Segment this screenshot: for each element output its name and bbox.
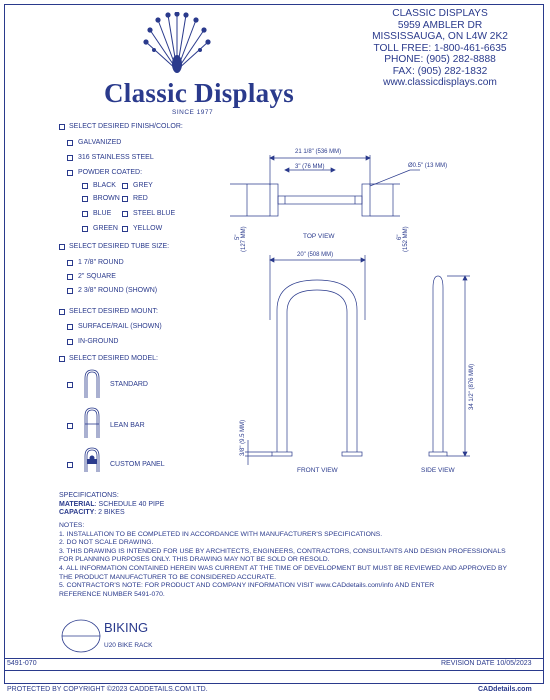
note-line: 5. CONTRACTOR'S NOTE: FOR PRODUCT AND COMPANY INFORMATION VISIT www.CADdetails.com/info AND ENTER [59, 582, 435, 590]
notes [59, 522, 507, 599]
model-custom-panel-checkbox[interactable] [67, 462, 73, 468]
company-line: 5959 AMBLER DR [397, 19, 483, 31]
lean-bar-rack-icon [85, 408, 99, 438]
peacock-logo-icon [142, 12, 212, 76]
note-line: 3. THIS DRAWING IS INTENDED FOR USE BY ARCHITECTS, ENGINEERS, CONTRACTORS, CONSULTANTS AND DESIGN PROFESSIONALS [59, 547, 506, 555]
model-thumbnails [80, 366, 104, 476]
dim-front-width: 20" (508 MM) [297, 252, 334, 258]
color-label: BLUE [93, 210, 112, 217]
logo-since: SINCE 1977 [172, 109, 214, 116]
color-yellow-checkbox[interactable] [122, 226, 128, 232]
dim-top-inner: 3" (76 MM) [295, 164, 325, 170]
color-black-checkbox[interactable] [82, 183, 88, 189]
side-view-label: SIDE VIEW [421, 467, 455, 474]
finish-stainless-checkbox[interactable] [67, 155, 73, 161]
tube-round-178-checkbox[interactable] [67, 260, 73, 266]
mount-heading-checkbox[interactable] [59, 309, 65, 315]
company-line: TOLL FREE: 1-800-461-6635 [373, 42, 507, 54]
dim-height: 34 1/2" (876 MM) [469, 363, 475, 410]
technical-drawing [225, 140, 525, 480]
color-red-checkbox[interactable] [122, 196, 128, 202]
notes-title: NOTES: [59, 522, 85, 529]
custom-panel-emblem-icon [90, 456, 95, 461]
model-heading-checkbox[interactable] [59, 356, 65, 362]
specifications [59, 492, 164, 518]
tube-option-label: 2" SQUARE [78, 273, 116, 280]
model-option-label: STANDARD [110, 381, 148, 388]
color-brown-checkbox[interactable] [82, 196, 88, 202]
logo-text: Classic Displays [104, 78, 295, 108]
standard-rack-icon [85, 370, 99, 398]
color-steel-blue-checkbox[interactable] [122, 211, 128, 217]
tube-square-2-checkbox[interactable] [67, 274, 73, 280]
note-line: THE PRODUCT MANUFACTURER TO BE CONSIDERED ACCURATE. [59, 573, 277, 581]
color-green-checkbox[interactable] [82, 226, 88, 232]
copyright: PROTECTED BY COPYRIGHT ©2023 CADDETAILS.COM LTD. [7, 686, 208, 693]
caddetails-link[interactable]: CADdetails.com [478, 686, 532, 693]
color-label: GREY [133, 182, 153, 189]
note-line: FOR PLANNING PURPOSES ONLY. THIS DRAWING MAY NOT BE SOLD OR RESOLD. [59, 556, 330, 564]
dim-top-left-mm: (127 MM) [241, 226, 247, 252]
model-option-label: LEAN BAR [110, 422, 145, 429]
title-block-subtitle: U20 BIKE RACK [104, 642, 153, 649]
tube-heading-checkbox[interactable] [59, 244, 65, 250]
tube-option-label: 2 3/8" ROUND (SHOWN) [78, 287, 158, 294]
tube-heading: SELECT DESIRED TUBE SIZE: [69, 243, 170, 250]
note-line: 2. DO NOT SCALE DRAWING. [59, 539, 154, 547]
color-label: STEEL BLUE [133, 210, 176, 217]
title-circle-icon [60, 617, 102, 655]
dim-top-width: 21 1/8" (536 MM) [295, 149, 342, 155]
dim-top-right: 6" [397, 234, 403, 240]
finish-galvanized-checkbox[interactable] [67, 140, 73, 146]
dim-diameter: Ø0.5" (13 MM) [408, 163, 448, 169]
company-line: FAX: (905) 282-1832 [392, 65, 488, 77]
model-standard-checkbox[interactable] [67, 382, 73, 388]
reference-number: 5491-070 [7, 660, 37, 667]
note-line: REFERENCE NUMBER 5491-070. [59, 590, 165, 598]
finish-option-label: POWDER COATED: [78, 169, 143, 176]
company-line: MISSISSAUGA, ON L4W 2K2 [372, 31, 508, 42]
mount-option-label: SURFACE/RAIL (SHOWN) [78, 323, 162, 330]
front-view-label: FRONT VIEW [297, 467, 338, 474]
dim-top-left: 5" [235, 234, 241, 240]
divider [4, 658, 544, 659]
mount-heading: SELECT DESIRED MOUNT: [69, 308, 158, 315]
color-label: BROWN [93, 195, 120, 202]
tube-option-label: 1 7/8" ROUND [78, 259, 124, 266]
note-line: 1. INSTALLATION TO BE COMPLETED IN ACCORDANCE WITH MANUFACTURER'S SPECIFICATIONS. [59, 530, 383, 538]
note-line: 4. ALL INFORMATION CONTAINED HEREIN WAS CURRENT AT THE TIME OF DEVELOPMENT BUT MUST BE REVIEWED AND APPROVED BY [59, 564, 508, 572]
specs-title: SPECIFICATIONS: [59, 492, 119, 499]
color-label: GREEN [93, 225, 118, 232]
finish-powder-checkbox[interactable] [67, 170, 73, 176]
capacity-value: : 2 BIKES [94, 509, 125, 516]
company-line: PHONE: (905) 282-8888 [384, 54, 496, 65]
dim-top-right-mm: (152 MM) [403, 226, 409, 252]
finish-heading: SELECT DESIRED FINISH/COLOR: [69, 123, 183, 130]
revision-date: REVISION DATE 10/05/2023 [441, 660, 532, 667]
color-label: BLACK [93, 182, 116, 189]
model-lean-bar-checkbox[interactable] [67, 423, 73, 429]
model-option-label: CUSTOM PANEL [110, 461, 165, 468]
company-info [360, 8, 520, 89]
finish-option-label: GALVANIZED [78, 139, 122, 146]
color-label: RED [133, 195, 148, 202]
finish-heading-checkbox[interactable] [59, 124, 65, 130]
mount-surface-checkbox[interactable] [67, 324, 73, 330]
divider [4, 670, 544, 671]
company-line: www.classicdisplays.com [383, 77, 497, 88]
material-label: MATERIAL [59, 500, 95, 508]
color-grey-checkbox[interactable] [122, 183, 128, 189]
title-block-title: BIKING [104, 620, 149, 635]
material-value: : SCHEDULE 40 PIPE [94, 500, 165, 508]
mount-option-label: IN-GROUND [78, 338, 119, 345]
company-line: CLASSIC DISPLAYS [392, 8, 488, 19]
dim-plate: 3/8" (9.5 MM) [240, 419, 246, 456]
color-blue-checkbox[interactable] [82, 211, 88, 217]
finish-option-label: 316 STAINLESS STEEL [78, 154, 154, 161]
model-heading: SELECT DESIRED MODEL: [69, 355, 158, 362]
color-label: YELLOW [133, 225, 163, 232]
top-view-label: TOP VIEW [303, 233, 335, 240]
mount-inground-checkbox[interactable] [67, 339, 73, 345]
tube-round-238-checkbox[interactable] [67, 288, 73, 294]
capacity-label: CAPACITY [59, 509, 95, 516]
